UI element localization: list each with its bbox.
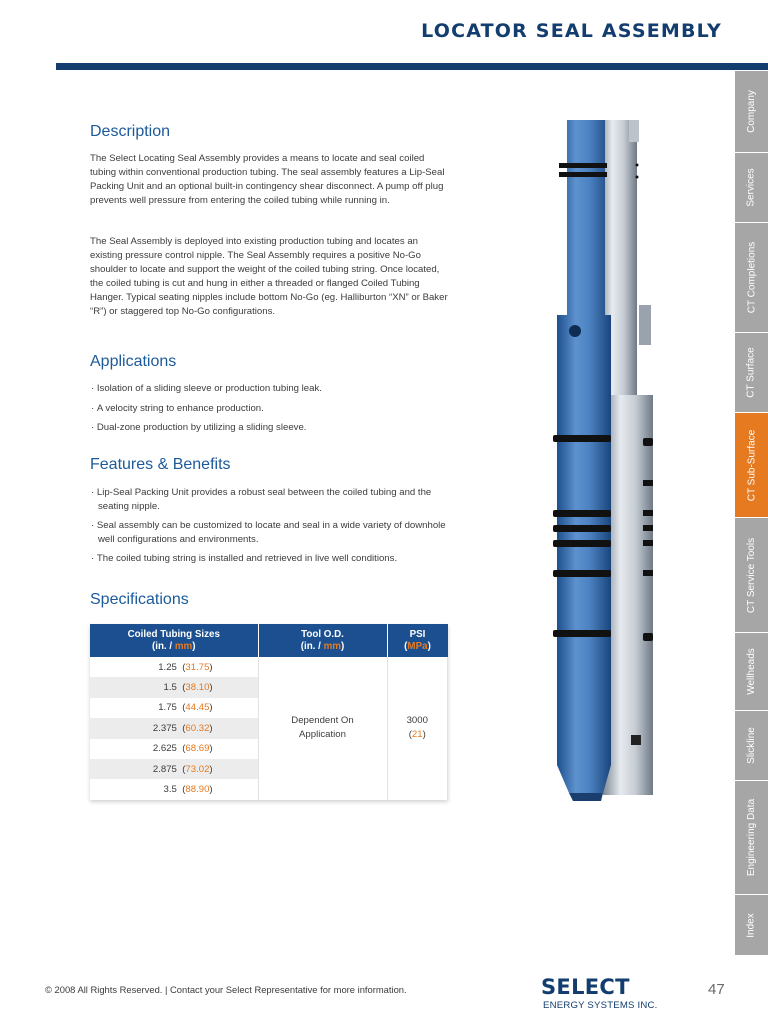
side-tab-company[interactable] (735, 71, 768, 153)
side-tab-label: Company (746, 90, 757, 133)
side-tab-index[interactable] (735, 895, 768, 955)
page-title: LOCATOR SEAL ASSEMBLY (421, 20, 722, 42)
column-title: Tool O.D. (301, 628, 344, 640)
size-mm: 88.90 (185, 784, 210, 796)
side-tab-slickline[interactable] (735, 711, 768, 781)
side-tab-engineering-data[interactable] (735, 781, 768, 895)
locator-seal-assembly-illustration (545, 115, 665, 805)
title-rule (56, 63, 768, 70)
table-cell-size: 1.5 (38.10) (90, 677, 258, 697)
column-unit-metric: mm (323, 640, 342, 652)
column-unit-prefix: (in. / (151, 640, 175, 652)
size-mm: 44.45 (185, 702, 210, 714)
psi-value: 3000 (406, 715, 428, 727)
description-paragraph-2: The Seal Assembly is deployed into existing production tubing and locates an existing pressure control nipple. The Seal Assembly requires a positive No-Go shoulder to locate and support the weight of the coiled tubing string. Once located, the coiled tubing is cut and hung in either a threaded or flanged Coiled Tubing Hanger. Typical seating nipples include bottom No-Go (eg. Halliburton “XN” or Baker “R”) or staggered top No-Go configurations. (90, 236, 448, 317)
size-inches: 2.875 (152, 763, 177, 775)
side-tab-label: Slickline (746, 727, 757, 764)
side-tab-label: CT Surface (746, 347, 758, 398)
size-inches: 1.75 (158, 702, 177, 714)
table-row (90, 657, 448, 677)
table-cell-size: 2.625 (68.69) (90, 739, 258, 759)
column-unit-suffix: ) (341, 640, 345, 652)
size-mm: 38.10 (185, 682, 210, 694)
page-number: 47 (708, 981, 725, 998)
size-mm: 68.69 (185, 743, 210, 755)
side-tab-label: Services (746, 168, 758, 207)
size-inches: 1.5 (163, 682, 177, 694)
side-tab-ct-surface[interactable] (735, 333, 768, 413)
side-tab-label: Wellheads (746, 648, 758, 695)
features-list (90, 486, 458, 572)
side-tab-ct-service-tools[interactable] (735, 518, 768, 633)
column-header-tool-od (258, 624, 387, 657)
table-header-row (90, 624, 448, 657)
table-cell-size: 1.25 (31.75) (90, 657, 258, 677)
features-heading: Features & Benefits (90, 456, 231, 473)
table-cell-size: 2.375 (60.32) (90, 718, 258, 738)
column-header-coiled-tubing-sizes (90, 624, 258, 657)
side-tab-label: CT Completions (746, 241, 758, 314)
column-unit-suffix: ) (192, 640, 196, 652)
column-title: PSI (409, 628, 426, 640)
column-unit-metric: mm (174, 640, 193, 652)
side-tab-label: Index (746, 912, 757, 938)
column-unit-metric: MPa (407, 640, 428, 652)
applications-list (90, 382, 458, 441)
side-tab-services[interactable] (735, 153, 768, 223)
side-tab-ct-completions[interactable] (735, 223, 768, 333)
side-tab-label: CT Sub-Surface (746, 429, 758, 501)
column-unit-prefix: (in. / (300, 640, 324, 652)
applications-item: · Isolation of a sliding sleeve or production tubing leak. (90, 382, 458, 396)
size-inches: 2.625 (152, 743, 177, 755)
size-inches: 3.5 (163, 784, 177, 796)
features-item: · The coiled tubing string is installed and retrieved in live well conditions. (90, 552, 458, 566)
size-inches: 2.375 (152, 722, 177, 734)
applications-item: · A velocity string to enhance production. (90, 402, 458, 416)
column-unit-suffix: ) (427, 640, 431, 652)
table-cell-tool-od (258, 657, 387, 800)
size-mm: 60.32 (185, 722, 210, 734)
side-tab-wellheads[interactable] (735, 633, 768, 711)
column-unit-prefix: ( (404, 640, 408, 652)
side-tab-ct-sub-surface[interactable] (735, 413, 768, 518)
column-title: Coiled Tubing Sizes (127, 628, 220, 640)
size-inches: 1.25 (158, 661, 177, 673)
specifications-table (90, 624, 448, 800)
features-item: · Seal assembly can be customized to locate and seal in a wide variety of downhole well configurations and environments. (90, 519, 458, 546)
footer-copyright: © 2008 All Rights Reserved. | Contact your Select Representative for more information. (45, 984, 407, 995)
description-heading: Description (90, 123, 171, 140)
side-tab-label: Engineering Data (746, 798, 757, 877)
description-paragraph-1: The Select Locating Seal Assembly provides a means to locate and seal coiled tubing within conventional production tubing. The seal assembly features a Lip-Seal Packing Unit and an optional built-in contingency shear disconnect. A pump off plug prevents well pressure from entering the coiled tubing while running in. (90, 153, 445, 206)
table-cell-size: 3.5 (88.90) (90, 779, 258, 799)
column-header-psi (387, 624, 448, 657)
size-mm: 31.75 (185, 661, 210, 673)
applications-item: · Dual-zone production by utilizing a sliding sleeve. (90, 421, 458, 435)
specifications-heading: Specifications (90, 591, 189, 608)
company-logo: SELECT (541, 975, 630, 999)
features-item: · Lip-Seal Packing Unit provides a robust seal between the coiled tubing and the seating nipple. (90, 486, 458, 513)
company-logo-subtitle: ENERGY SYSTEMS INC. (543, 1000, 658, 1011)
table-cell-size: 1.75 (44.45) (90, 698, 258, 718)
tool-od-line-2: Application (299, 729, 346, 741)
applications-heading: Applications (90, 353, 177, 370)
table-cell-psi: 3000 (21) (387, 657, 448, 800)
side-tab-label: CT Service Tools (746, 537, 757, 613)
side-tabs (735, 71, 768, 955)
tool-od-line-1: Dependent On (291, 715, 354, 727)
table-cell-size: 2.875 (73.02) (90, 759, 258, 779)
size-mm: 73.02 (185, 763, 210, 775)
mpa-value: 21 (411, 729, 423, 741)
